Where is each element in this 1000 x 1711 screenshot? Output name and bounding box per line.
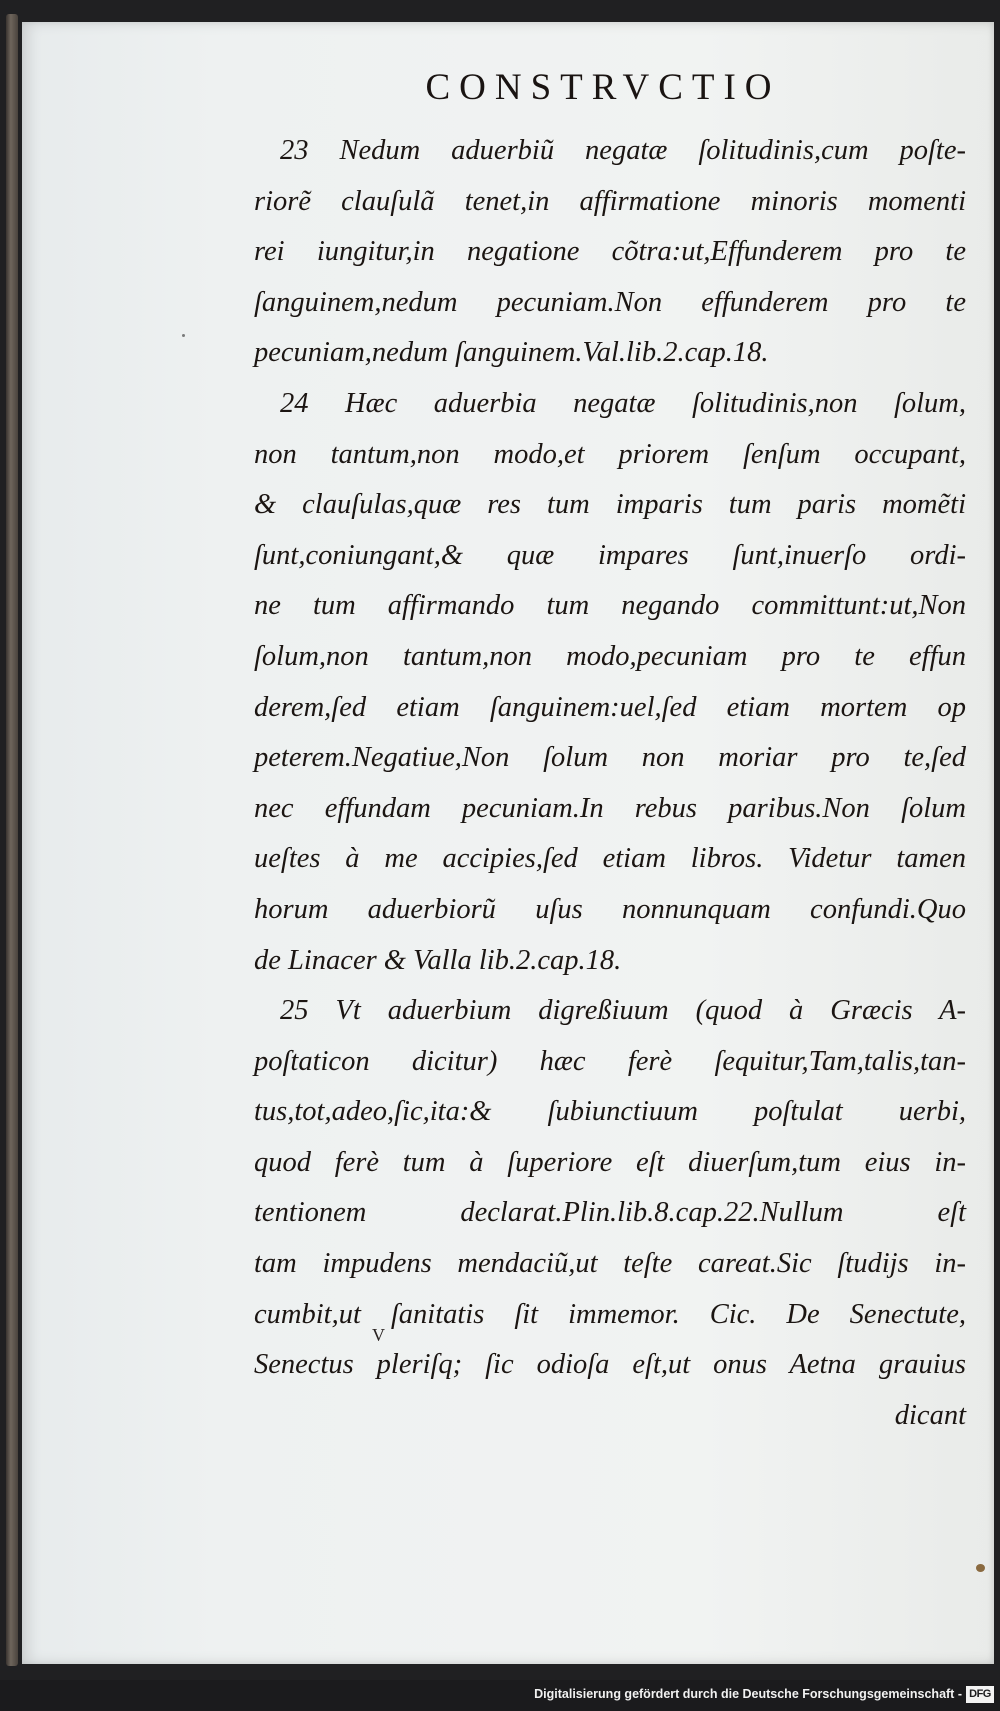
text-line: derem,ſed etiam ſanguinem:uel,ſed etiam mortem op [254, 691, 966, 723]
text-line: riorẽ clauſulã tenet,in affirmatione minoris momenti [254, 185, 966, 217]
text-line: ne tum affirmando tum negando committunt:ut,Non [254, 590, 966, 622]
text-line: nec effundam pecuniam.In rebus paribus.Non ſolum [254, 792, 966, 824]
running-head: CONSTRVCTIO [425, 67, 781, 108]
text-line: ſanguinem,nedum pecuniam.Non effunderem pro te [254, 286, 966, 318]
text-line: non tantum,non modo,et priorem ſenſum occupant, [254, 438, 966, 470]
text-block [254, 126, 966, 1441]
text-line: & clauſulas,quæ res tum imparis tum paris momẽti [254, 489, 966, 521]
text-line: 24 Hæc aduerbia negatæ ſolitudinis,non ſolum, [280, 387, 966, 419]
text-line: poſtaticon dicitur) hæc ferè ſequitur,Tam,talis,tan- [254, 1045, 966, 1077]
book-spine-edge [6, 14, 18, 1666]
text-line: rei iungitur,in negatione cõtra:ut,Effunderem pro te [254, 236, 966, 268]
text-line: ueſtes à me accipies,ſed etiam libros. Videtur tamen [254, 843, 966, 875]
footer-credit: Digitalisierung gefördert durch die Deutsche Forschungsgemeinschaft - [534, 1687, 962, 1701]
text-line: tus,tot,adeo,ſic,ita:& ſubiunctiuum poſtulat uerbi, [254, 1096, 966, 1128]
text-line: cumbit,ut ſanitatis ſit immemor. Cic. De Senectute, [254, 1298, 966, 1330]
text-line: 25 Vt aduerbium digreßiuum (quod à Græcis A- [280, 995, 966, 1027]
text-line: horum aduerbiorũ uſus nonnunquam confundi.Quo [254, 893, 966, 925]
text-line: 23 Nedum aduerbiũ negatæ ſolitudinis,cum poſte- [280, 135, 966, 166]
text-line: ſolum,non tantum,non modo,pecuniam pro te effun [254, 640, 966, 672]
text-line: ſunt,coniungant,& quæ impares ſunt,inuerſo ordi- [254, 539, 966, 571]
paper-stain [976, 1564, 985, 1572]
book-page [22, 22, 994, 1664]
text-line: tentionem declarat.Plin.lib.8.cap.22.Nullum eſt [254, 1197, 966, 1229]
dfg-logo: DFG [966, 1686, 994, 1703]
signature-mark: V [372, 1325, 385, 1345]
catchword: dicant [894, 1399, 966, 1431]
paper-speck [182, 334, 185, 337]
text-line: quod ferè tum à ſuperiore eſt diuerſum,tum eius in- [254, 1146, 966, 1178]
digitization-footer [0, 1680, 1000, 1711]
text-line: pecuniam,nedum ſanguinem.Val.lib.2.cap.18. [254, 337, 769, 369]
text-line: de Linacer & Valla lib.2.cap.18. [254, 944, 622, 976]
text-line: tam impudens mendaciũ,ut teſte careat.Sic ſtudijs in- [254, 1248, 966, 1280]
text-line: peterem.Negatiue,Non ſolum non moriar pro te,ſed [254, 742, 966, 774]
text-line: Senectus pleriſq; ſic odioſa eſt,ut onus Aetna grauius [254, 1349, 966, 1381]
